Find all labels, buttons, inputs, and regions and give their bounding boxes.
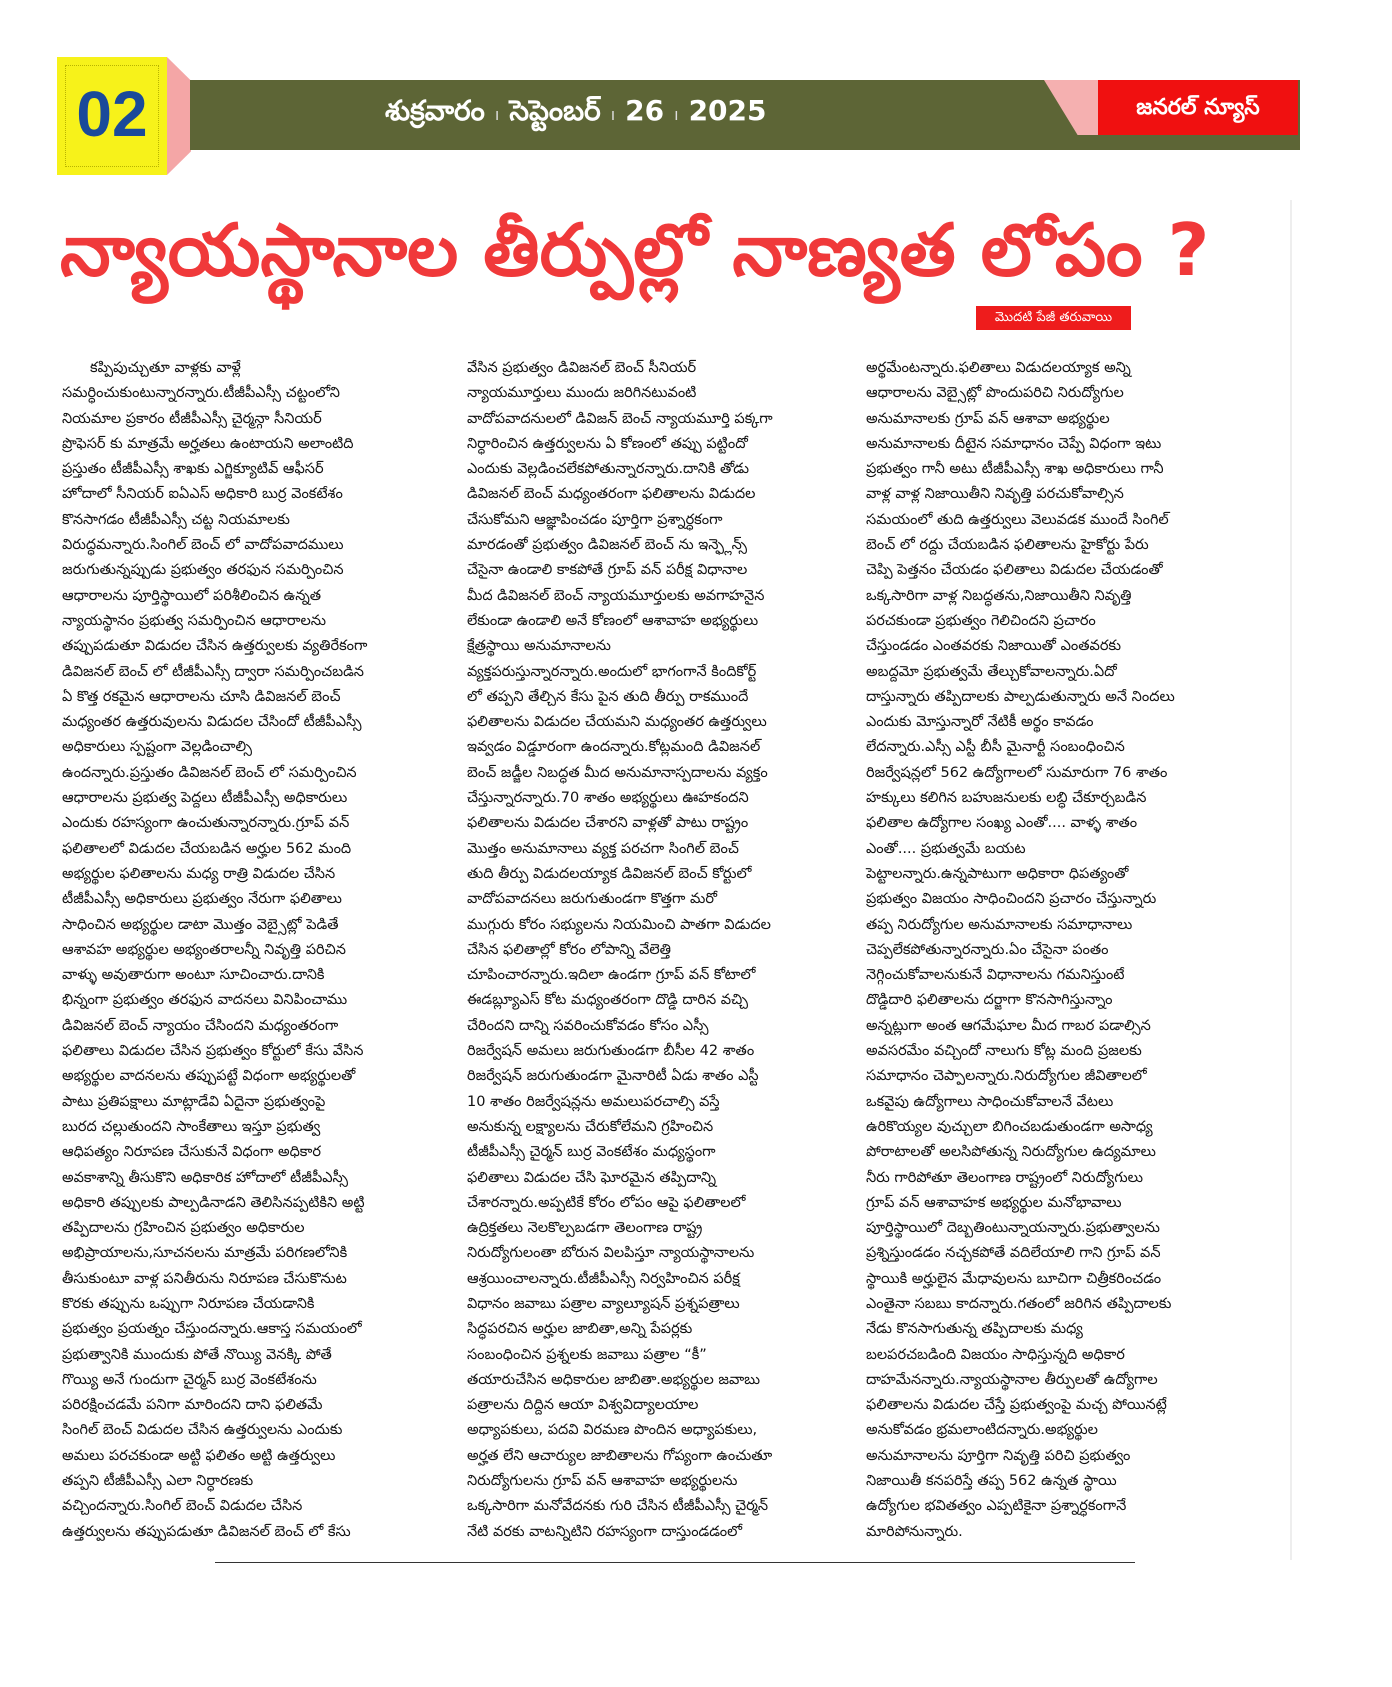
article-line: సంబంధించిన ప్రశ్నలకు జవాబు పత్రాల “కీ” (467, 1346, 707, 1363)
article-line: చేసైనా ఉండాలి కాకపోతే గ్రూప్ వన్ పరీక్ష విధానాల (467, 562, 748, 579)
article-line: విధానం జవాబు పత్రాల వ్యాల్యూషన్ ప్రశ్నపత్రాలు (467, 1295, 740, 1312)
article-line: భిన్నంగా ప్రభుత్వం తరఫున వాదనలు వినిపించాము (62, 992, 348, 1009)
article-line: నిజాయితీ కనపరిస్తే తప్ప 562 ఉన్నత స్థాయి (866, 1473, 1117, 1490)
article-line: ఎందుకు వెల్లడించలేకపోతున్నారన్నారు.దానికి తోడు (467, 461, 750, 478)
article-line: ఫలితాలను విడుదల చేయమని మధ్యంతర ఉత్తర్వులు (467, 714, 767, 731)
article-line: ఉత్తర్వులను తప్పుపడుతూ డివిజనల్ బెంచ్ లో కేసు (62, 1523, 351, 1540)
page-number-ribbon-tab (167, 57, 191, 175)
article-line: ఒక్కసారిగా మనోవేదనకు గురి చేసిన టీజీపీఎస్సీ చైర్మన్ (467, 1498, 769, 1515)
article-line: బెంచ్ లో రద్దు చేయబడిన ఫలితాలను హైకోర్టు పేరు (866, 537, 1149, 554)
article-line: తప్పుపడుతూ విడుదల చేసిన ఉత్తర్వులకు వ్యతిరేకంగా (62, 638, 368, 655)
article-line: చేస్తుండడం ఎంతవరకు నిజాయితో ఎంతవరకు (866, 638, 1122, 655)
article-line: ఆధిపత్యం నిరూపణ చేసుకునే విధంగా అధికార (62, 1144, 321, 1161)
article-line: ఉద్యోగుల భవితత్వం ఎప్పటికైనా ప్రశ్నార్ధకంగానే (866, 1498, 1127, 1515)
article-line: హక్కులు కలిగిన బహుజనులకు లబ్ధి చేకూర్చబడిన (866, 790, 1147, 807)
article-line: అనుమానాలకు గ్రూప్ వన్ ఆశావా అభ్యర్థుల (866, 410, 1110, 427)
article-line: వాళ్ళు అవుతారుగా అంటూ సూచించారు.దానికి (62, 967, 325, 984)
article-column-1 (62, 356, 450, 1545)
article-line: అన్నట్లుగా అంత ఆగమేఘాల మీద గాబర పడాల్సిన (866, 1017, 1151, 1034)
article-line: ఫలితాలను విడుదల చేస్తే ప్రభుత్వంపై మచ్చ పోయినట్లే (866, 1397, 1167, 1414)
article-line: ప్రశ్నిస్తుండడం నచ్చకపోతే వదిలేయాలి గాని గ్రూప్ వన్ (866, 1245, 1161, 1262)
article-line: ఎంతైనా సబబు కాదన్నారు.గతంలో జరిగిన తప్పిదాలకు (866, 1295, 1172, 1312)
article-line: జరుగుతున్నప్పుడు ప్రభుత్వం తరఫున సమర్పించిన (62, 562, 344, 579)
article-line: పెట్టాలన్నారు.ఉన్నపాటుగా అధికారా ధిపత్యంతో (866, 865, 1129, 882)
article-line: ఫలితాలలో విడుదల చేయబడిన అర్హుల 562 మంది (62, 840, 352, 857)
article-line: చేసుకోమని ఆజ్ఞాపించడం పూర్తిగా ప్రశ్నార్ధకంగా (467, 511, 723, 528)
article-line: అధ్యాపకులు, పదవి విరమణ పొందిన అధ్యాపకులు, (467, 1422, 758, 1439)
article-line: ఈడబ్ల్యూఎస్ కోట మధ్యంతరంగా దొడ్డి దారిన వచ్చి (467, 992, 749, 1009)
article-line: తీసుకుంటూ వాళ్ల పనితీరును నిరూపణ చేసుకొనుట (62, 1270, 347, 1287)
article-line: ఆశావహ అభ్యర్థుల అభ్యంతరాలన్నీ నివృత్తి పరిచిన (62, 941, 346, 958)
article-line: తప్పిదాలను గ్రహించిన ప్రభుత్వం అధికారుల (62, 1220, 305, 1237)
article-line: లో తప్పని తేల్చిన కేసు పైన తుది తీర్పు రాకముందే (467, 688, 749, 705)
article-line: న్యాయస్థానం ప్రభుత్వ సమర్పించిన ఆధారాలను (62, 612, 326, 629)
article-line: మీద డివిజనల్ బెంచ్ న్యాయమూర్తులకు అవగాహనైన (467, 587, 765, 604)
article-line: ఎందుకు రహస్యంగా ఉంచుతున్నారన్నారు.గ్రూప్ వన్ (62, 815, 350, 832)
continuation-tag: మొదటి పేజీ తరువాయి (976, 306, 1131, 330)
page-edge-divider (1290, 200, 1292, 1560)
article-line: అనుకున్న లక్ష్యాలను చేరుకోలేమని గ్రహించిన (467, 1118, 714, 1135)
page-number-box (57, 57, 167, 175)
article-line: ప్రొఫెసర్ కు మాత్రమే అర్హతలు ఉంటాయని అలాంటిది (62, 435, 354, 452)
article-line: తప్ప నిరుద్యోగుల అనుమానాలకు సమాధానాలు (866, 916, 1133, 933)
article-line: ఆధారాలను పూర్తిస్థాయిలో పరిశీలించిన ఉన్నత (62, 587, 322, 604)
article-line: బలపరచబడింది విజయం సాధిస్తున్నది అధికార (866, 1346, 1125, 1363)
article-line: పరిరక్షించడమే పనిగా మారిందని దాని ఫలితమే (62, 1397, 323, 1414)
article-line: డివిజనల్ బెంచ్ మధ్యంతరంగా ఫలితాలను విడుదల (467, 486, 756, 503)
article-line: నియమాల ప్రకారం టీజీపీఎస్సీ చైర్మన్గా సీనియర్ (62, 410, 322, 427)
date-separator: ı (494, 105, 500, 124)
article-line: అధికారి తప్పులకు పాల్పడినాడని తెలిసినప్పటికిని అట్టి (62, 1194, 365, 1211)
article-line: ఉందన్నారు.ప్రస్తుతం డివిజనల్ బెంచ్ లో సమర్పించిన (62, 764, 357, 781)
article-line: వచ్చిందన్నారు.సింగిల్ బెంచ్ విడుదల చేసిన (62, 1498, 303, 1515)
article-line: విరుద్ధమన్నారు.సింగిల్ బెంచ్ లో వాదోపవాదములు (62, 537, 344, 554)
article-line: అవసరమేం వచ్చిందో నాలుగు కోట్ల మంది ప్రజలకు (866, 1043, 1142, 1060)
article-line: మారడంతో ప్రభుత్వం డివిజనల్ బెంచ్ ను ఇన్ఫ్లెన్స్ (467, 537, 748, 554)
article-line: అభ్యర్థుల వాదనలను తప్పుపట్టే విధంగా అభ్యర్థులతో (62, 1068, 356, 1085)
article-line: చేరిందని దాన్ని సవరించుకోవడం కోసం ఎస్సీ (467, 1017, 709, 1034)
article-line: నేడు కొనసాగుతున్న తప్పిదాలకు మధ్య (866, 1321, 1083, 1338)
article-line: ఉరికొయ్యల వుచ్చులా బిగించబడుతుండగా అసాధ్య (866, 1118, 1153, 1135)
article-line: వాదోపవాదనలు జరుగుతుండగా కొత్తగా మరో (467, 891, 717, 908)
article-line: లేదన్నారు.ఎస్సీ ఎస్టీ బీసీ మైనార్టీ సంబంధించిన (866, 739, 1125, 756)
date-separator: ı (674, 105, 679, 124)
article-line: నేటి వరకు వాటన్నిటిని రహస్యంగా దాస్తుండడంలో (467, 1523, 743, 1540)
article-line: వాదోపవాదనులలో డివిజన్ బెంచ్ న్యాయమూర్తి పక్కగా (467, 410, 773, 427)
article-line: చెప్పి పెత్తనం చేయడం ఫలితాలు విడుదల చేయడంతో (866, 562, 1163, 579)
article-line: ప్రభుత్వం విజయం సాధించిందని ప్రచారం చేస్తున్నారు (866, 891, 1157, 908)
article-line: సిద్ధపరచిన అర్హుల జాబితా,అన్ని పేపర్లకు (467, 1321, 693, 1338)
article-line: పత్రాలను దిద్దిన ఆయా విశ్వవిద్యాలయాల (467, 1397, 699, 1414)
article-line: ఎందుకు మోస్తున్నారో నేటికీ అర్థం కావడం (866, 714, 1094, 731)
article-line: సమర్ధించుకుంటున్నారన్నారు.టీజీపీఎస్సీ చట్టంలోని (62, 385, 340, 402)
article-line: ముగ్గురు కోరం సభ్యులను నియమించి పాతగా విడుదల (467, 916, 771, 933)
article-line: ఆశ్రయించాలన్నారు.టీజీపీఎస్సీ నిర్వహించిన పరీక్ష (467, 1270, 740, 1287)
article-line: పూర్తిస్థాయిలో దెబ్బతింటున్నాయన్నారు.ప్రభుత్వాలను (866, 1220, 1160, 1237)
article-line: వేసిన ప్రభుత్వం డివిజనల్ బెంచ్ సీనియర్ (467, 360, 697, 376)
weekday: శుక్రవారం (385, 94, 485, 127)
month: సెప్టెంబర్ (509, 94, 601, 127)
article-line: నెగ్గించుకోవాలనుకునే విధానాలను గమనిస్తుంటే (866, 967, 1125, 984)
date-separator: ı (610, 105, 616, 124)
article-line: ప్రభుత్వం ప్రయత్నం చేస్తుందన్నారు.ఆకాస్త సమయంలో (62, 1321, 362, 1338)
article-line: ప్రభుత్వం గానీ అటు టీజీపీఎస్సీ శాఖ అధికారులు గానీ (866, 461, 1164, 478)
article-line: ఫలితాలను విడుదల చేశారని వాళ్లతో పాటు రాష్ట్రం (467, 815, 749, 832)
article-line: వ్యక్తపరుస్తున్నారన్నారు.అందులో భాగంగానే కిందికోర్ట్ (467, 663, 757, 680)
article-line: తుది తీర్పు విడుదలయ్యాక డివిజనల్ బెంచ్ కోర్టులో (467, 865, 752, 882)
article-line: నిరుద్యోగులను గ్రూప్ వన్ ఆశావాహ అభ్యర్థులను (467, 1473, 738, 1490)
article-line: ఇవ్వడం విడ్డూరంగా ఉందన్నారు.కోట్లమంది డివిజనల్ (467, 739, 761, 756)
article-line: దాస్తున్నారు తప్పిదాలకు పాల్పడుతున్నారు అనే నిందలు (866, 688, 1175, 705)
article-line: గొయ్యి అనే గుందుగా చైర్మన్ బుర్ర వెంకటేశంను (62, 1371, 317, 1388)
article-line: అర్థమేంటన్నారు.ఫలితాలు విడుదలయ్యాక అన్ని (866, 360, 1131, 376)
article-line: టీజీపీఎస్సీ అధికారులు ప్రభుత్వం నేరుగా ఫలితాలు (62, 891, 342, 908)
article-line: నిరుద్యోగులంతా బోరున విలపిస్తూ న్యాయస్థానాలను (467, 1245, 755, 1262)
article-line: మధ్యంతర ఉత్తరువులను విడుదల చేసిందో టీజీపీఎస్సీ (62, 714, 362, 731)
article-line: తయారుచేసిన అధికారుల జాబితా.అభ్యర్థుల జవాబు (467, 1371, 761, 1388)
article-line: అనుకోవడం భ్రమలాంటిదన్నారు.అభ్యర్థుల (866, 1422, 1098, 1439)
article-line: స్థాయికి అర్హులైన మేధావులను బూచిగా చిత్రీకరించడం (866, 1270, 1162, 1287)
article-line: సమయంలో తుది ఉత్తర్వులు వెలువడక ముందే సింగిల్ (866, 511, 1169, 528)
article-line: క్షేత్రస్థాయి అనుమానాలను (467, 638, 611, 655)
article-line: పోరాటాలతో అలసిపోతున్న నిరుద్యోగుల ఉద్యమాలు (866, 1144, 1156, 1161)
day: 26 (625, 94, 665, 127)
article-line: ఫలితాలు విడుదల చేసి ఘోరమైన తప్పిదాన్ని (467, 1169, 716, 1186)
article-line: దొడ్డిదారి ఫలితాలను దర్జాగా కొనసాగిస్తున్నాం (866, 992, 1113, 1009)
bottom-divider (215, 1562, 1135, 1563)
article-line: ఒక్కసారిగా వాళ్ల నిబద్ధతను,నిజాయితీని నివృత్తి (866, 587, 1132, 604)
article-line: సింగిల్ బెంచ్ విడుదల చేసిన ఉత్తర్వులను ఎందుకు (62, 1422, 343, 1439)
article-line: అర్హత లేని ఆచార్యుల జాబితాలను గోప్యంగా ఉంచుతూ (467, 1447, 773, 1464)
article-line: చెప్పలేకపోతున్నారన్నారు.ఏం చేసైనా పంతం (866, 941, 1109, 958)
article-line: డివిజనల్ బెంచ్ లో టీజీపీఎస్సీ ద్వారా సమర్పించబడిన (62, 663, 364, 680)
article-line: అబద్దమో ప్రభుత్వమే తేల్చుకోవాలన్నారు.ఏదో (866, 663, 1117, 680)
article-line: అధికారులు స్పష్టంగా వెల్లడించాల్సి (62, 739, 252, 756)
article-line: ప్రభుత్వానికి ముందుకు పోతే నొయ్యి వెనక్కి పోతే (62, 1346, 332, 1363)
article-line: బెంచ్ జడ్జీల నిబద్ధత మీద అనుమానాస్పదాలను వ్యక్తం (467, 764, 768, 781)
article-line: రిజర్వేషన్లలో 562 ఉద్యోగాలలో సుమారుగా 76 శాతం (866, 764, 1168, 781)
article-line: సమాధానం చెప్పాలన్నారు.నిరుద్యోగుల జీవితాలలో (866, 1068, 1147, 1085)
article-line: హోదాలో సీనియర్ ఐఏఎస్ అధికారి బుర్ర వెంకటేశం (62, 486, 343, 503)
article-line: నిర్ధారించిన ఉత్తర్వులను ఏ కోణంలో తప్పు పట్టిందో (467, 435, 748, 452)
article-line: ఆధారాలను వెబ్సైట్లో పొందుపరిచి నిరుద్యోగుల (866, 385, 1124, 402)
article-line: పరచకుండా ప్రభుత్వం గెలిచిందని ప్రచారం (866, 612, 1096, 629)
article-line: ఉద్రిక్తతలు నెలకొల్పబడగా తెలంగాణ రాష్ట్ర (467, 1220, 703, 1237)
article-line: అభిప్రాయాలను,సూచనలను మాత్రమే పరిగణలోనికి (62, 1245, 348, 1262)
article-line: మొత్తం అనుమానాలు వ్యక్త పరచగా సింగిల్ బెంచ్ (467, 840, 739, 857)
article-line: చేస్తున్నారన్నారు.70 శాతం అభ్యర్థులు ఊహకందని (467, 790, 749, 807)
article-line: గ్రూప్ వన్ ఆశావాహక అభ్యర్థుల మనోభావాలు (866, 1194, 1122, 1211)
article-line: టీజీపీఎస్సీ చైర్మన్ బుర్ర వెంకటేశం మధ్యస్థంగా (467, 1144, 716, 1161)
article-line: చేసిన ఫలితాల్లో కోరం లోపాన్ని వేలెత్తి (467, 941, 672, 958)
article-line: బురద చల్లుతుందని సాంకేతాలు ఇస్తూ ప్రభుత్వ (62, 1118, 321, 1135)
article-line: లేకుండా ఉండాలి అనే కోణంలో ఆశావాహ అభ్యర్థులు (467, 612, 759, 629)
article-line: కొరకు తప్పును ఒప్పుగా నిరూపణ చేయడానికి (62, 1295, 315, 1312)
headline: న్యాయస్థానాల తీర్పుల్లో నాణ్యత లోపం ? (60, 208, 1210, 292)
article-line: ఒకవైపు ఉద్యోగాలు సాధించుకోవాలనే వేటలు (866, 1093, 1114, 1110)
article-line: అవకాశాన్ని తీసుకొని అధికారిక హోదాలో టీజీపీఎస్సీ (62, 1169, 348, 1186)
article-line: వాళ్ల వాళ్ల నిజాయితీని నివృత్తి పరచుకోవాల్సిన (866, 486, 1124, 503)
year: 2025 (688, 94, 767, 127)
article-line: మారిపోనున్నారు. (866, 1523, 963, 1540)
article-line: ఫలితాల ఉద్యోగాల సంఖ్య ఎంతో.... వాళ్ళ శాతం (866, 815, 1138, 832)
article-line: నీరు గారిపోతూ తెలంగాణ రాష్ట్రంలో నిరుద్యోగులు (866, 1169, 1143, 1186)
article-line: పాటు ప్రతిపక్షాలు మాట్లాడేవి ఏదైనా ప్రభుత్వంపై (62, 1093, 326, 1110)
article-line: అనుమానాలకు దీటైన సమాధానం చెప్పే విధంగా ఇటు (866, 435, 1162, 452)
article-line: 10 శాతం రిజర్వేషన్లను అమలుపరచాల్సి వస్తే (467, 1093, 720, 1110)
article-line: దాహమేనన్నారు.న్యాయస్థానాల తీర్పులతో ఉద్యోగాల (866, 1371, 1158, 1388)
article-line: ఏ కొత్త రకమైన ఆధారాలను చూసి డివిజనల్ బెంచ్ (62, 688, 341, 705)
section-badge: జనరల్ న్యూస్ (1098, 80, 1298, 135)
article-column-2 (467, 356, 855, 1545)
page-number: 02 (76, 78, 148, 150)
article-line: రిజర్వేషన్ జరుగుతుండగా మైనారిటీ ఏడు శాతం ఎస్టీ (467, 1068, 759, 1085)
article-line: తప్పని టీజీపీఎస్సీ ఎలా నిర్ధారణకు (62, 1473, 254, 1490)
article-line: అనుమానాలను పూర్తిగా నివృత్తి పరిచి ప్రభుత్వం (866, 1447, 1131, 1464)
article-line: సాధించిన అభ్యర్థుల డాటా మొత్తం వెబ్సైట్లో పెడితే (62, 916, 339, 933)
article-line: న్యాయమూర్తులు ముందు జరిగినటువంటి (467, 385, 697, 402)
article-column-3 (866, 356, 1254, 1545)
article-line: చేశారన్నారు.అప్పటికే కోరం లోపం ఆపై ఫలితాలలో (467, 1194, 746, 1211)
article-line: చూపించారన్నారు.ఇదిలా ఉండగా గ్రూప్ వన్ కోటాలో (467, 967, 756, 984)
article-line: డివిజనల్ బెంచ్ న్యాయం చేసిందని మధ్యంతరంగా (62, 1017, 339, 1034)
article-line: ప్రస్తుతం టీజీపీఎస్సీ శాఖకు ఎగ్జిక్యూటివ్ ఆఫీసర్ (62, 461, 324, 478)
article-line: కప్పిపుచ్చుతూ వాళ్లకు వాళ్లే (90, 360, 241, 376)
article-line: రిజర్వేషన్ అమలు జరుగుతుండగా బీసీల 42 శాతం (467, 1043, 755, 1060)
article-line: అమలు పరచకుండా అట్టి ఫలితం అట్టి ఉత్తర్వులు (62, 1447, 336, 1464)
article-line: అభ్యర్థుల ఫలితాలను మధ్య రాత్రి విడుదల చేసిన (62, 865, 336, 882)
article-line: ఆధారాలను ప్రభుత్వ పెద్దలు టీజీపీఎస్సీ అధికారులు (62, 790, 348, 807)
article-line: ఫలితాలు విడుదల చేసిన ప్రభుత్వం కోర్టులో కేసు వేసిన (62, 1043, 364, 1060)
article-line: కొనసాగడం టీజీపీఎస్సీ చట్ట నియమాలకు (62, 511, 290, 528)
article-line: ఎంతో.... ప్రభుత్వమే బయట (866, 840, 1026, 857)
